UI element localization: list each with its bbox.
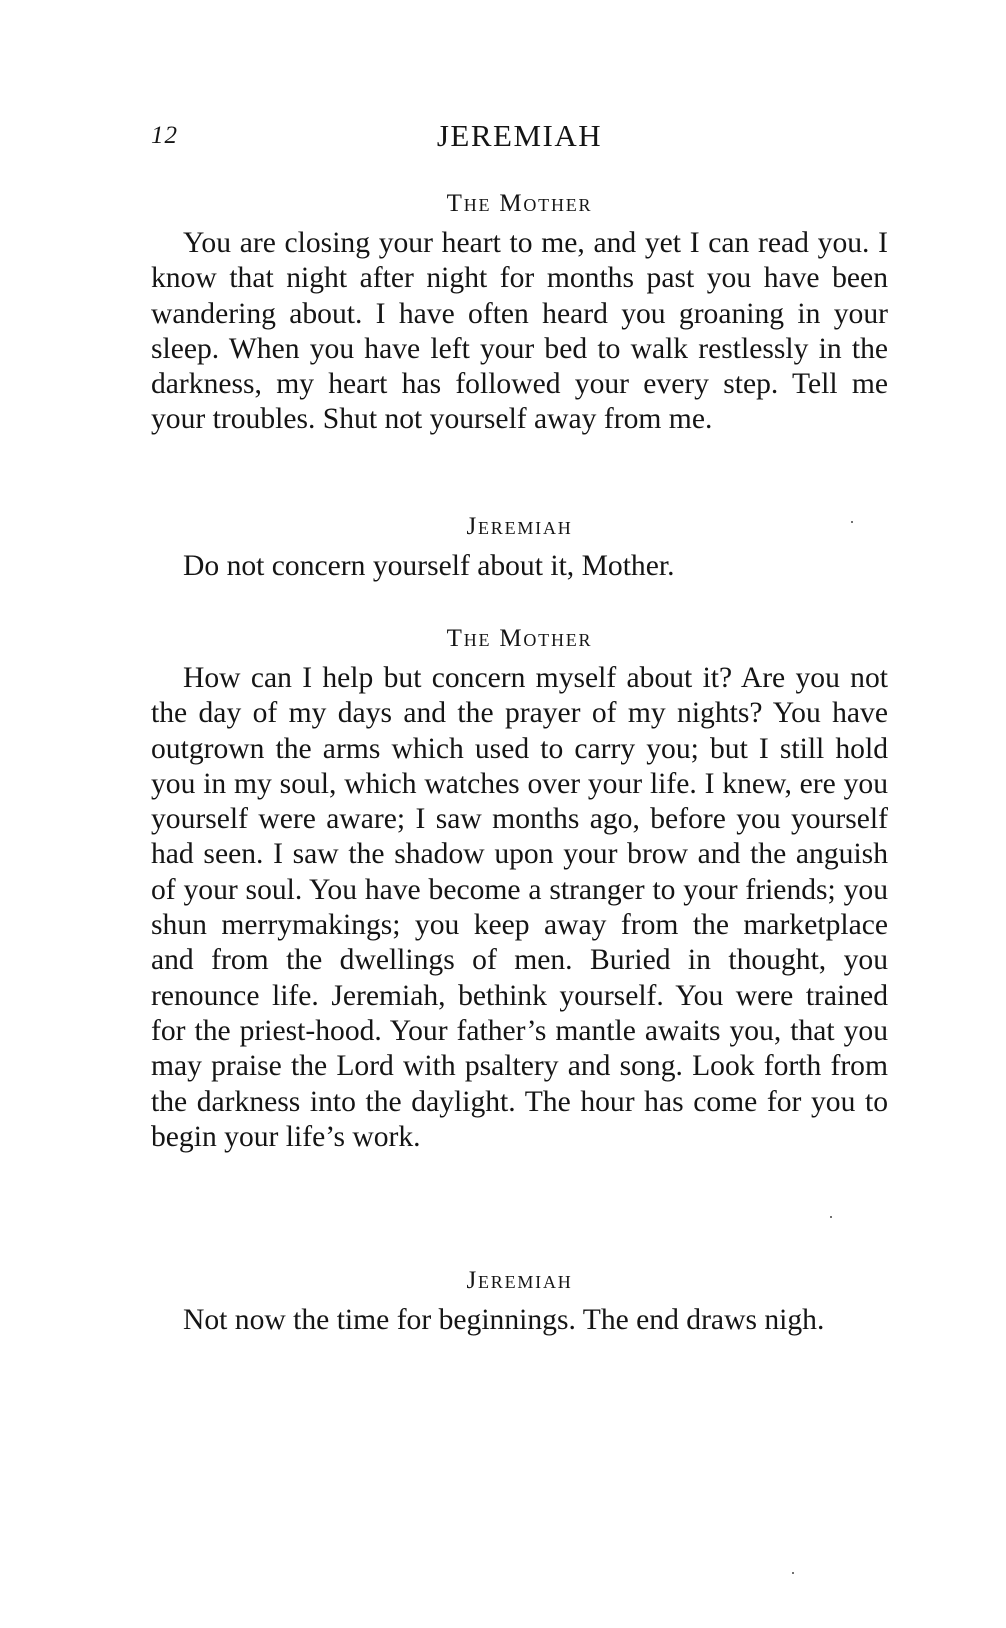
running-head [151, 118, 888, 158]
dialogue-block-1 [151, 182, 888, 438]
print-speck [851, 521, 853, 523]
dialogue-block-2 [151, 505, 888, 584]
speaker-name: Jeremiah [466, 1267, 573, 1294]
print-speck [792, 1572, 794, 1574]
speech-text: Not now the time for beginnings. The end draws nigh. [183, 1304, 825, 1336]
speech-text: How can I help but concern myself about it? Are you not the day of my days and the prayer of my nights? You have outgrown the arms which used to carry you; but I still hold you in my soul, which watches over your life. I knew, ere you yourself were aware; I saw months ago, before you yourself had seen. I saw the shadow upon your brow and the anguish of your soul. You have become a stranger to your friends; you shun merrymakings; you keep away from the marketplace and from the dwellings of men. Buried in thought, you renounce life. Jeremiah, bethink yourself. You were trained for the priest-hood. Your father’s mantle awaits you, that you may praise the Lord with psaltery and song. Look forth from the darkness into the daylight. The hour has come for you to begin your life’s work. [151, 662, 888, 1153]
dialogue-block-3 [151, 617, 888, 1155]
print-speck [830, 1216, 832, 1218]
dialogue-block-4 [151, 1259, 888, 1338]
book-title: JEREMIAH [436, 118, 603, 153]
speech-text: Do not concern yourself about it, Mother. [183, 550, 675, 582]
speaker-name: The Mother [446, 625, 593, 652]
speech-text: You are closing your heart to me, and yet I can read you. I know that night after night for months past you have been wandering about. I have often heard you groaning in your sleep. When you have left your bed to walk restlessly in the darkness, my heart has followed your every step. Tell me your troubles. Shut not yourself away from me. [151, 227, 888, 436]
speaker-name: Jeremiah [466, 513, 573, 540]
page-number: 12 [151, 122, 178, 149]
speaker-name: The Mother [446, 190, 593, 217]
